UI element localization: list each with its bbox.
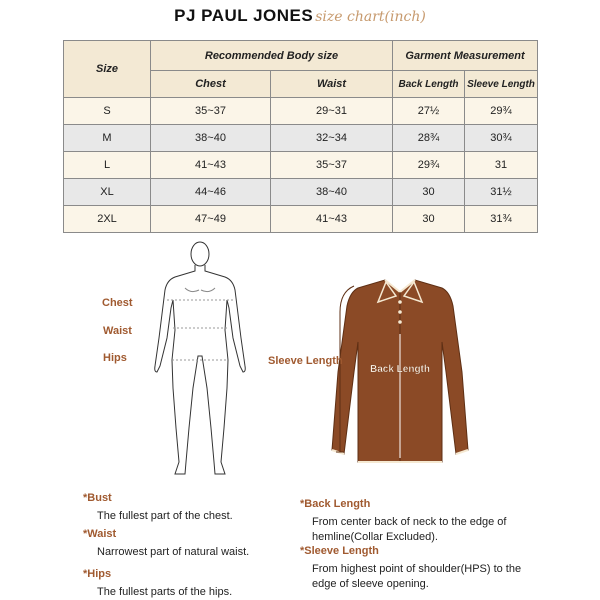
star-icon: *	[83, 528, 88, 540]
shirt-illustration	[330, 272, 470, 472]
cell-sleeve-length: 31¾	[465, 206, 538, 233]
column-header-waist: Waist	[271, 71, 393, 98]
body-size-group-header: Recommended Body size	[151, 41, 393, 71]
cell-chest: 47~49	[151, 206, 271, 233]
definition-term: Waist	[87, 528, 117, 540]
cell-sleeve-length: 31½	[465, 179, 538, 206]
star-icon: *	[300, 545, 305, 557]
cell-back-length: 28¾	[393, 125, 465, 152]
definition-bust	[83, 492, 233, 524]
column-header-chest: Chest	[151, 71, 271, 98]
cell-waist: 38~40	[271, 179, 393, 206]
table-row	[64, 206, 538, 233]
cell-sleeve-length: 29¾	[465, 98, 538, 125]
cell-size: 2XL	[64, 206, 151, 233]
body-outline-figure	[145, 238, 255, 488]
cell-waist: 32~34	[271, 125, 393, 152]
size-table	[63, 40, 538, 233]
definition-text: Narrowest part of natural waist.	[97, 546, 250, 558]
chart-title	[0, 6, 600, 30]
cell-chest: 35~37	[151, 98, 271, 125]
cell-chest: 44~46	[151, 179, 271, 206]
chest-label: Chest	[102, 297, 133, 309]
cell-back-length: 27½	[393, 98, 465, 125]
cell-back-length: 30	[393, 179, 465, 206]
column-header-back-length: Back Length	[393, 71, 465, 98]
size-header: Size	[64, 41, 151, 98]
chart-subtitle: size chart(inch)	[315, 9, 426, 25]
cell-size: L	[64, 152, 151, 179]
garment-group-header: Garment Measurement	[393, 41, 538, 71]
waist-label: Waist	[103, 325, 132, 337]
cell-size: M	[64, 125, 151, 152]
cell-waist: 41~43	[271, 206, 393, 233]
definition-waist	[83, 528, 249, 560]
brand-name: PJ PAUL JONES	[174, 6, 314, 25]
definition-term: Bust	[87, 492, 112, 504]
table-row	[64, 179, 538, 206]
cell-back-length: 29¾	[393, 152, 465, 179]
definition-term: Hips	[87, 568, 112, 580]
definition-text: From highest point of shoulder(HPS) to the edge of sleeve opening.	[312, 563, 522, 590]
table-row	[64, 98, 538, 125]
definition-text: The fullest part of the chest.	[97, 510, 233, 522]
cell-waist: 29~31	[271, 98, 393, 125]
cell-sleeve-length: 31	[465, 152, 538, 179]
cell-size: S	[64, 98, 151, 125]
cell-chest: 38~40	[151, 125, 271, 152]
back-length-label: Back Length	[369, 364, 431, 375]
cell-chest: 41~43	[151, 152, 271, 179]
definition-term: Back Length	[304, 498, 371, 510]
hips-label: Hips	[103, 352, 127, 364]
table-header-row-1	[64, 41, 538, 71]
definition-text: From center back of neck to the edge of hemline(Collar Excluded).	[312, 516, 507, 543]
definition-hips	[83, 568, 232, 600]
cell-back-length: 30	[393, 206, 465, 233]
column-header-sleeve-length: Sleeve Length	[465, 71, 538, 98]
definition-sleeve-length	[300, 545, 540, 592]
star-icon: *	[83, 568, 88, 580]
definition-back-length	[300, 498, 540, 545]
definition-text: The fullest parts of the hips.	[97, 586, 233, 598]
cell-waist: 35~37	[271, 152, 393, 179]
table-row	[64, 152, 538, 179]
definition-term: Sleeve Length	[304, 545, 379, 557]
star-icon: *	[300, 498, 305, 510]
cell-size: XL	[64, 179, 151, 206]
table-row	[64, 125, 538, 152]
cell-sleeve-length: 30¾	[465, 125, 538, 152]
sleeve-length-label: Sleeve Length	[268, 355, 343, 367]
star-icon: *	[83, 492, 88, 504]
